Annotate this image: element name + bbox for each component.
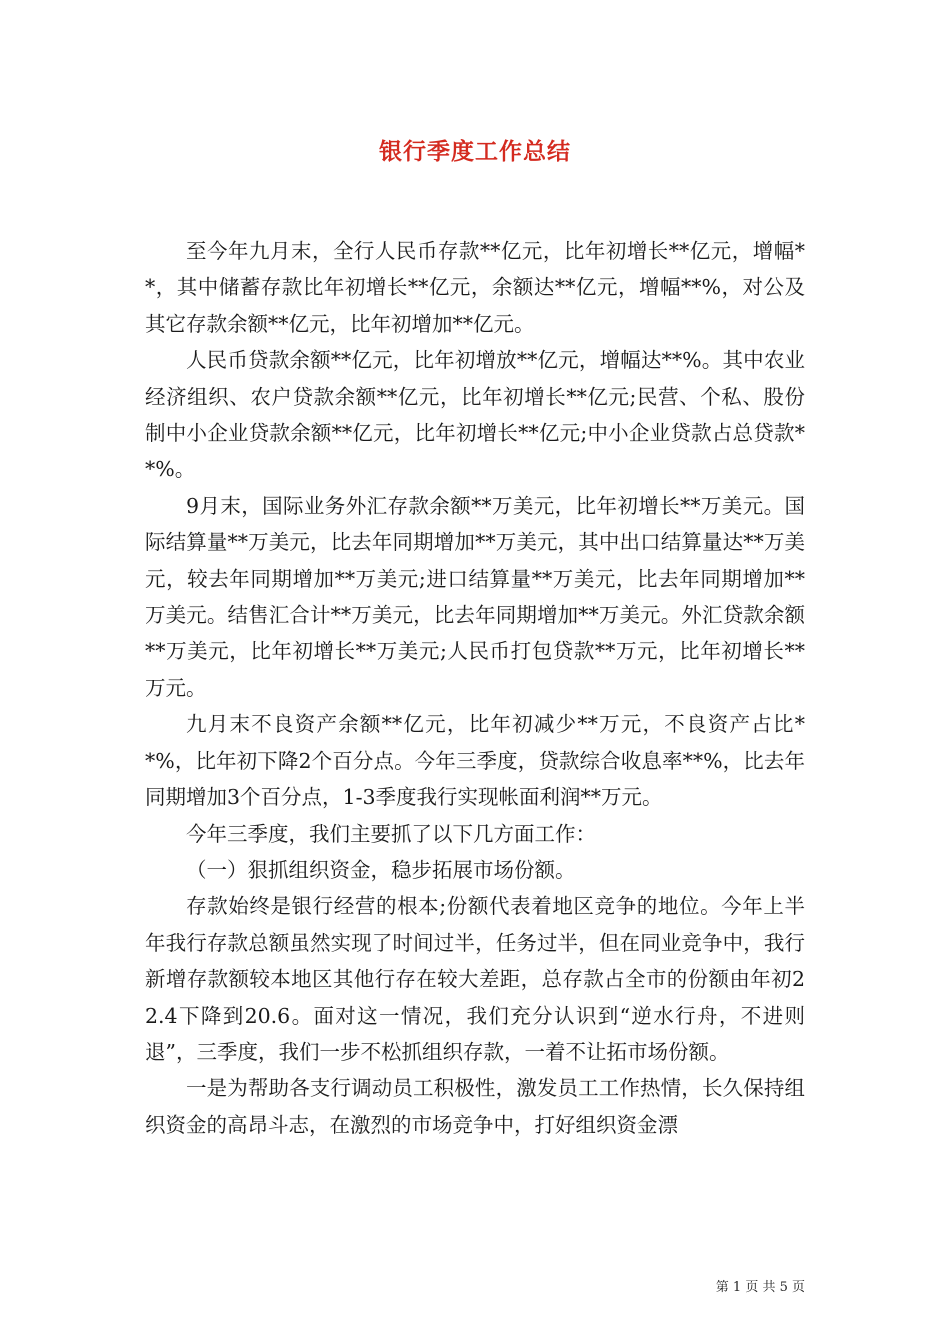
paragraph-3: 9月末，国际业务外汇存款余额**万美元，比年初增长**万美元。国际结算量**万美元，比去年同期增加**万美元，其中出口结算量达**万美元，较去年同期增加**万美元;进口结算量**万美元，比去年同期增加**万美元。结售汇合计**万美元，比去年同期增加**万美元。外汇贷款余额**万美元，比年初增长**万美元;人民币打包贷款**万元，比年初增长**万元。 [145, 493, 805, 700]
document-title: 银行季度工作总结 [379, 138, 571, 165]
paragraph-4: 九月末不良资产余额**亿元，比年初减少**万元，不良资产占比**%，比年初下降2个百分点。今年三季度，贷款综合收息率**%，比去年同期增加3个百分点，1-3季度我行实现帐面利润**万元。 [145, 712, 805, 810]
paragraph-8: 一是为帮助各支行调动员工积极性，激发员工工作热情，长久保持组织资金的高昂斗志，在激烈的市场竞争中，打好组织资金漂 [145, 1076, 805, 1137]
paragraph-7: 存款始终是银行经营的根本;份额代表着地区竞争的地位。今年上半年我行存款总额虽然实现了时间过半，任务过半，但在同业竞争中，我行新增存款额较本地区其他行存在较大差距，总存款占全市的份额由年初22.4下降到20.6。面对这一情况，我们充分认识到“逆水行舟，不进则退”，三季度，我们一步不松抓组织存款，一着不让拓市场份额。 [145, 894, 805, 1064]
paragraph-2: 人民币贷款余额**亿元，比年初增放**亿元，增幅达**%。其中农业经济组织、农户贷款余额**亿元，比年初增长**亿元;民营、个私、股份制中小企业贷款余额**亿元，比年初增长**亿元;中小企业贷款占总贷款**%。 [145, 348, 805, 482]
page-number: 第 1 页 共 5 页 [715, 1280, 805, 1295]
paragraph-5: 今年三季度，我们主要抓了以下几方面工作： [186, 821, 596, 846]
document-body [145, 233, 805, 1143]
paragraph-1: 至今年九月末，全行人民币存款**亿元，比年初增长**亿元，增幅**，其中储蓄存款比年初增长**亿元，余额达**亿元，增幅**%，对公及其它存款余额**亿元，比年初增加**亿元。 [145, 239, 805, 336]
section-heading-1: （一）狠抓组织资金，稳步拓展市场份额。 [186, 857, 576, 882]
